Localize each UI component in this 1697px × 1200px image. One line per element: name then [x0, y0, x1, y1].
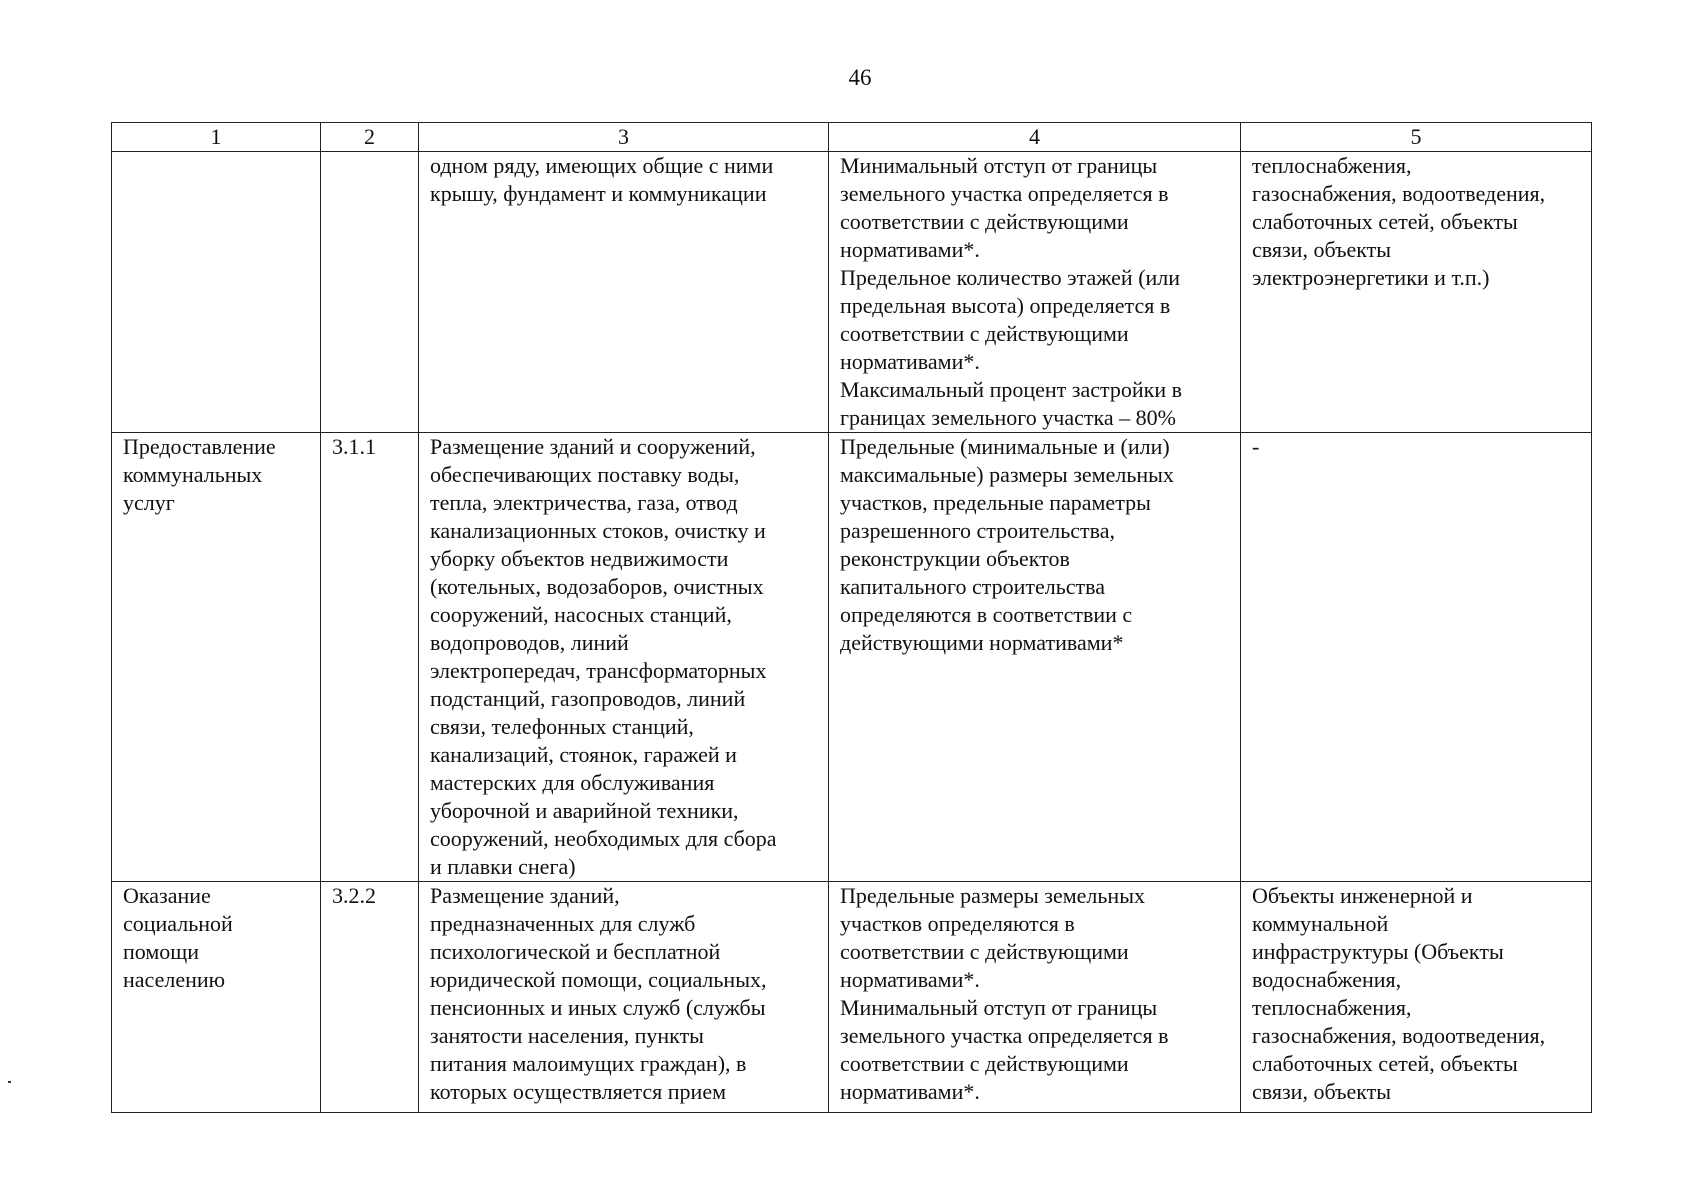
cell-parameters [829, 433, 1241, 882]
table-row [112, 433, 1592, 882]
cell-objects [1241, 433, 1592, 882]
column-header-5: 5 [1241, 123, 1592, 152]
cell-name [112, 152, 321, 433]
cell-code [321, 433, 419, 882]
cell-code [321, 882, 419, 1113]
cell-code-text: 3.1.1 [332, 434, 376, 459]
cell-objects-text: теплоснабжения, газоснабжения, водоотведения, слаботочных сетей, объекты связи, объекты электроэнергетики и т.п.) [1252, 153, 1546, 290]
cell-parameters-text: Предельные (минимальные и (или) максимальные) размеры земельных участков, предельные параметры разрешенного строительства, реконструкции объектов капитального строительства определяются в соответствии с действующими нормативами* [840, 434, 1174, 655]
table-row [112, 152, 1592, 433]
cell-code-text: 3.2.2 [332, 883, 376, 908]
column-header-2: 2 [321, 123, 419, 152]
header-row [112, 123, 1592, 152]
cell-objects-text: Объекты инженерной и коммунальной инфраструктуры (Объекты водоснабжения, теплоснабжения, газоснабжения, водоотведения, слаботочных сетей, объекты связи, объекты [1252, 883, 1546, 1104]
page-number: 46 [848, 65, 872, 90]
cell-name [112, 882, 321, 1113]
table-row [112, 882, 1592, 1113]
land-use-table [111, 122, 1592, 1113]
cell-objects [1241, 152, 1592, 433]
scan-artifact-mark [8, 1081, 11, 1083]
cell-parameters-text: Предельные размеры земельных участков определяются в соответствии с действующими нормативами*. Минимальный отступ от границы земельного участка определяется в соответствии с действующими нормативами*. [840, 883, 1169, 1104]
cell-objects-text: - [1252, 434, 1260, 459]
cell-description-text: Размещение зданий и сооружений, обеспечивающих поставку воды, тепла, электричества, газа, отвод канализационных стоков, очистку и уборку объектов недвижимости (котельных, водозаборов, очистных сооружений, насосных станций, водопроводов, линий электропередач, трансформаторных подстанций, газопроводов, линий связи, телефонных станций, канализаций, стоянок, гаражей и мастерских для обслуживания уборочной и аварийной техники, сооружений, необходимых для сбора и плавки снега) [430, 434, 777, 879]
cell-parameters [829, 152, 1241, 433]
column-header-3: 3 [419, 123, 829, 152]
cell-parameters-text: Минимальный отступ от границы земельного участка определяется в соответствии с действующими нормативами*. Предельное количество этажей (или предельная высота) определяется в соответствии с действующими нормативами*. Максимальный процент застройки в границах земельного участка – 80% [840, 153, 1182, 430]
cell-name [112, 433, 321, 882]
column-header-1: 1 [112, 123, 321, 152]
cell-description-text: Размещение зданий, предназначенных для служб психологической и бесплатной юридической помощи, социальных, пенсионных и иных служб (службы занятости населения, пункты питания малоимущих граждан), в которых осуществляется прием [430, 883, 767, 1104]
cell-description [419, 882, 829, 1113]
cell-name-text: Оказание социальной помощи населению [123, 883, 233, 992]
cell-description-text: одном ряду, имеющих общие с ними крышу, фундамент и коммуникации [430, 153, 774, 206]
cell-description [419, 152, 829, 433]
cell-description [419, 433, 829, 882]
cell-name-text: Предоставление коммунальных услуг [123, 434, 276, 515]
cell-parameters [829, 882, 1241, 1113]
cell-objects [1241, 882, 1592, 1113]
column-header-4: 4 [829, 123, 1241, 152]
cell-code [321, 152, 419, 433]
